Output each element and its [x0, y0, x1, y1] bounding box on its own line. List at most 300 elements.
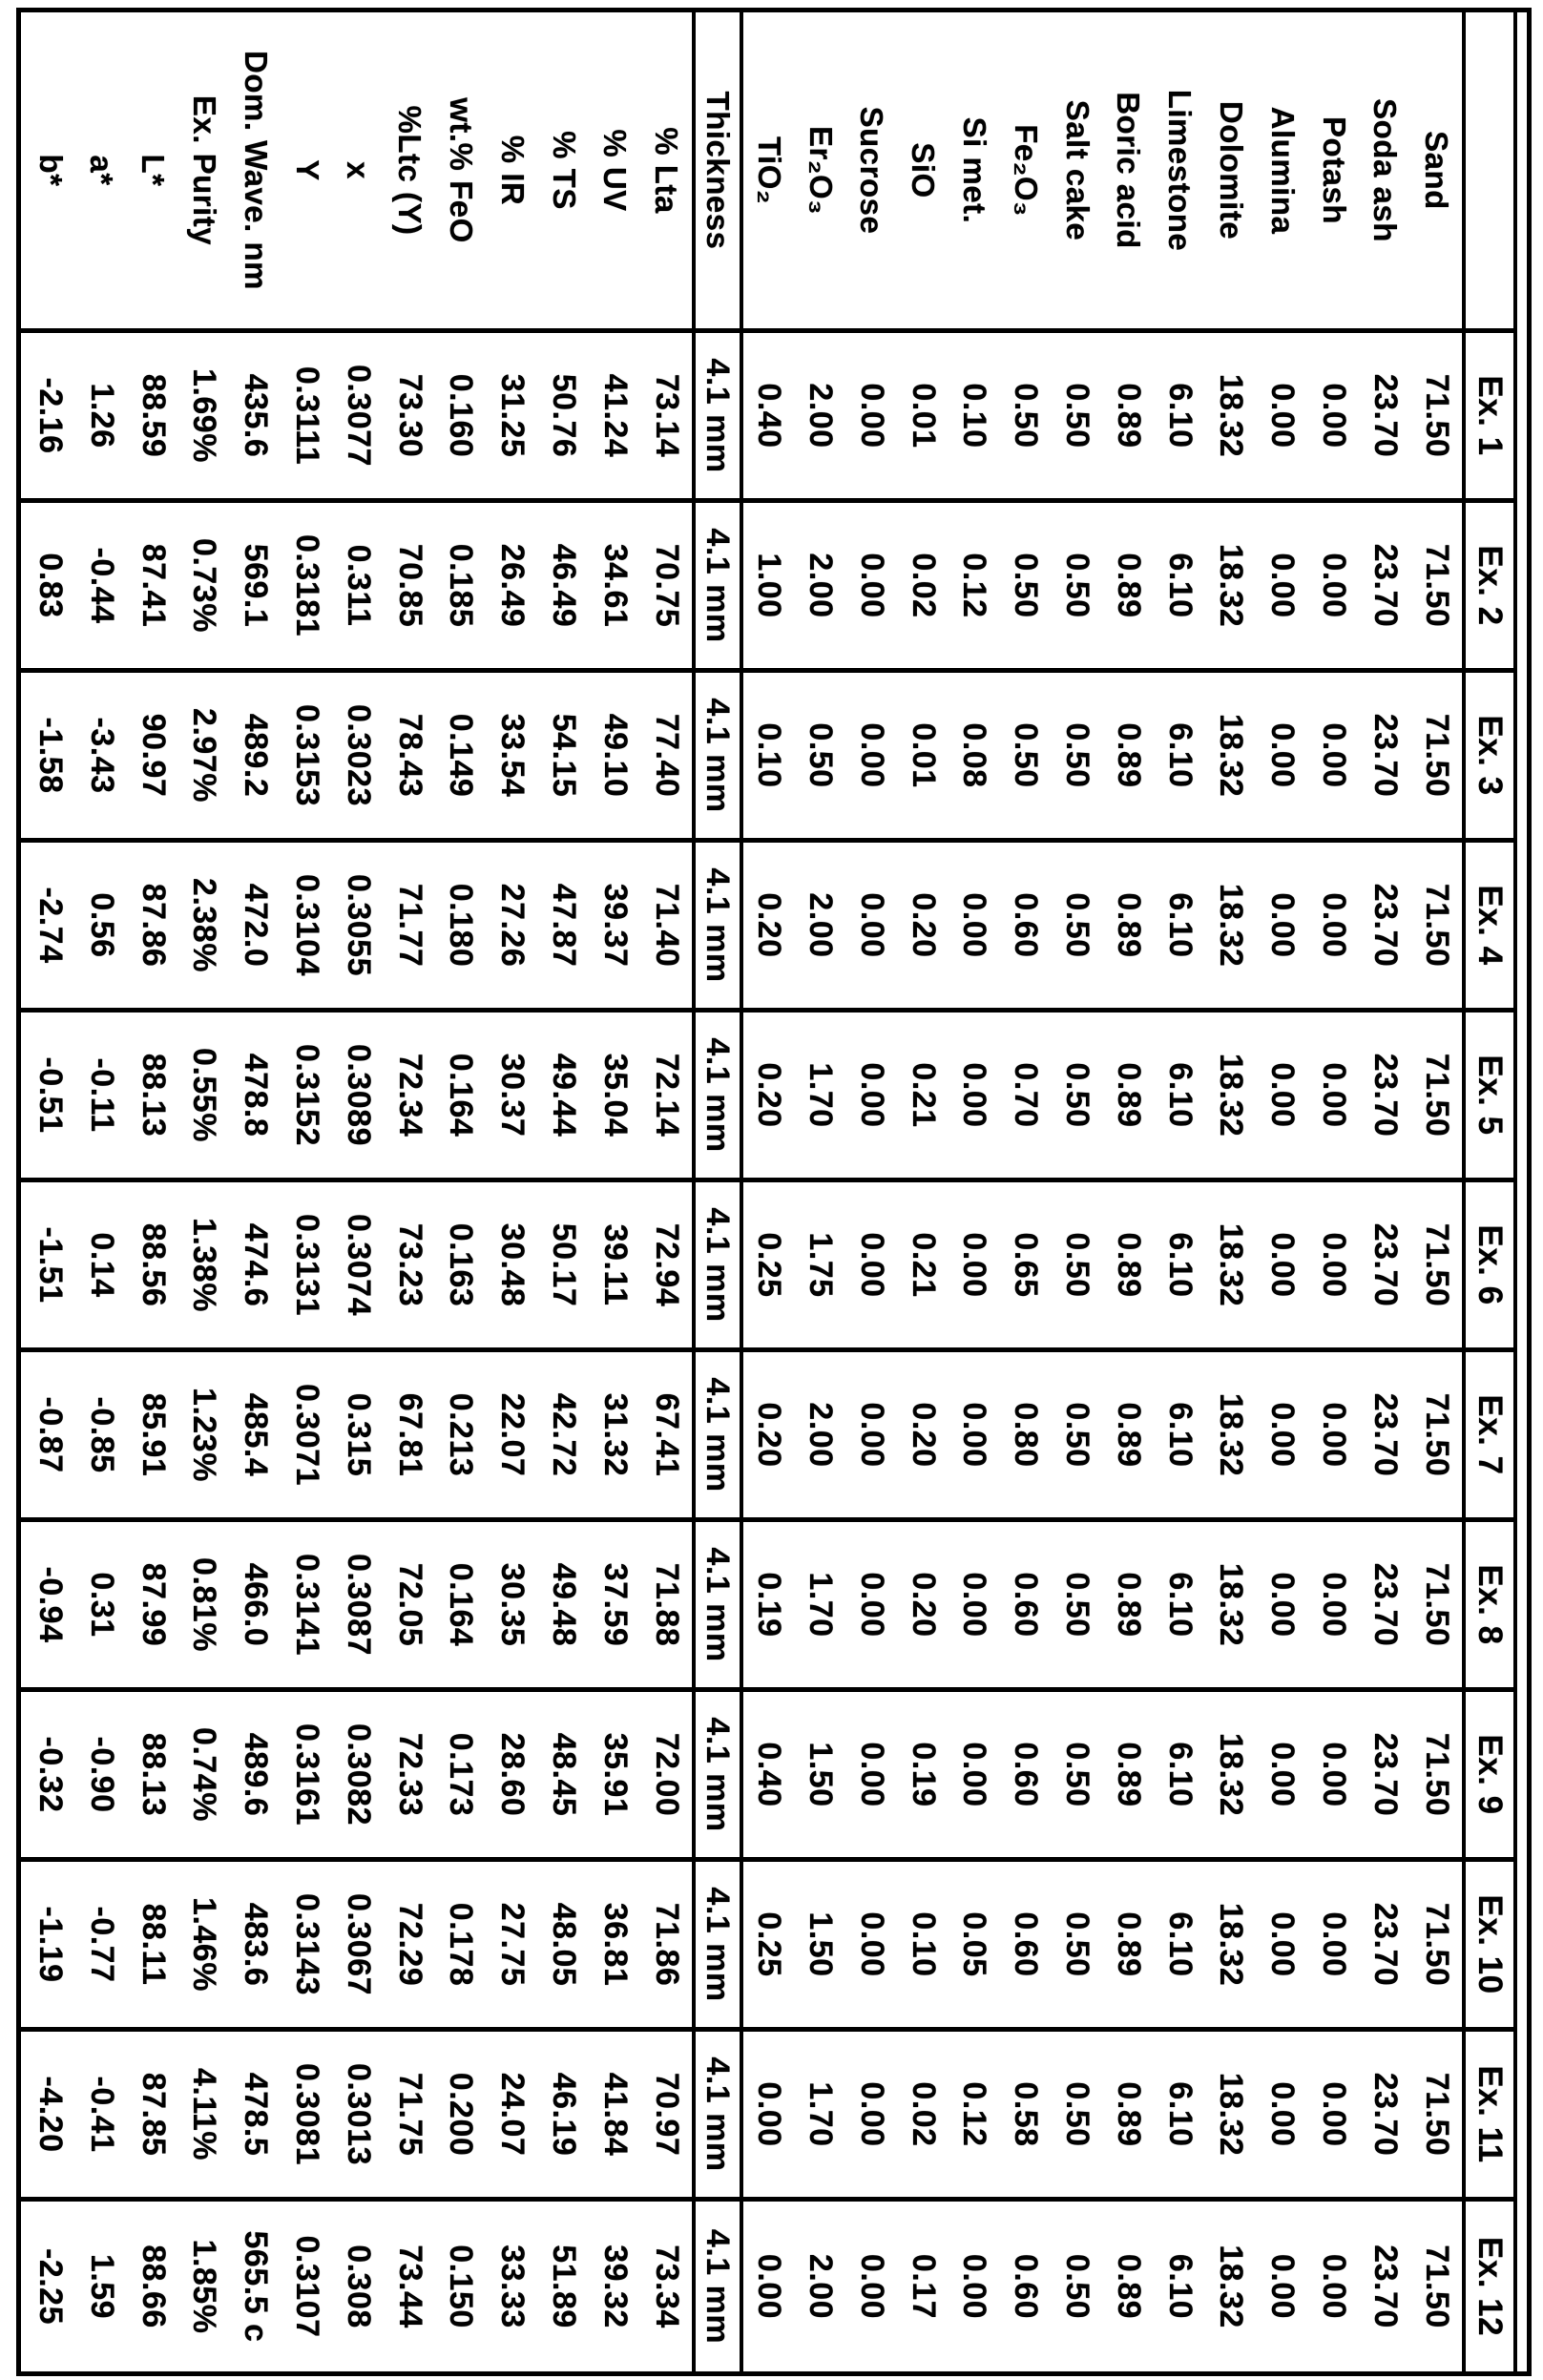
- value-cell: 0.89: [1110, 383, 1147, 449]
- value-cell: 0.60: [1008, 892, 1045, 958]
- value-cell: -0.77: [83, 1906, 120, 1983]
- value-cell: 0.00: [1264, 722, 1302, 788]
- value-cell: 0.55%: [186, 1048, 223, 1142]
- row-label-column: [21, 12, 1517, 333]
- value-cell: 0.17: [905, 2253, 942, 2320]
- value-cell: 0.149: [443, 713, 480, 798]
- value-cell: 23.70: [1366, 543, 1404, 628]
- value-cell: 23.70: [1366, 713, 1404, 798]
- value-cell: 4.1 mm: [692, 503, 743, 668]
- row-label: TiO₂: [751, 136, 787, 205]
- value-cell: 6.10: [1161, 1402, 1199, 1468]
- row-label: % TS: [546, 131, 582, 210]
- value-cell: 73.34: [648, 2244, 685, 2328]
- value-cell: 0.50: [1059, 383, 1096, 449]
- row-label: Soda ash: [1367, 98, 1404, 242]
- value-cell: 23.70: [1366, 1053, 1404, 1138]
- row-label: Ex. Purity: [186, 94, 222, 246]
- value-cell: 0.3067: [340, 1893, 377, 1995]
- value-cell: 0.50: [1059, 1402, 1096, 1468]
- value-cell: 0.00: [1264, 1232, 1302, 1298]
- row-label: Sand: [1419, 131, 1455, 210]
- value-cell: 4.1 mm: [692, 1862, 743, 2027]
- value-cell: 4.1 mm: [692, 673, 743, 838]
- value-cell: 0.40: [751, 383, 788, 449]
- value-cell: 0.25: [751, 1232, 788, 1298]
- value-cell: 0.173: [443, 1732, 480, 1817]
- value-cell: 0.213: [443, 1392, 480, 1477]
- value-cell: -3.43: [83, 717, 120, 794]
- value-cell: 73.44: [391, 2244, 428, 2328]
- value-cell: 0.00: [1264, 383, 1302, 449]
- value-cell: 1.85%: [186, 2239, 223, 2334]
- value-cell: 0.08: [956, 722, 993, 788]
- value-cell: 0.00: [1316, 1572, 1353, 1638]
- value-cell: 0.02: [905, 2081, 942, 2147]
- row-label: Fe₂O₃: [1008, 124, 1044, 217]
- value-cell: 30.48: [494, 1222, 532, 1307]
- value-cell: 0.315: [340, 1392, 377, 1477]
- value-cell: 0.00: [1264, 2081, 1302, 2147]
- value-cell: 31.25: [494, 373, 532, 458]
- value-cell: 72.33: [391, 1732, 428, 1817]
- value-cell: 0.3153: [289, 704, 326, 806]
- value-cell: 71.50: [1418, 883, 1455, 968]
- value-cell: 2.38%: [186, 878, 223, 972]
- column-header: Ex. 8: [1462, 1522, 1517, 1687]
- value-cell: 0.00: [853, 1402, 890, 1468]
- value-cell: 88.59: [135, 373, 172, 458]
- value-cell: 0.89: [1110, 2253, 1147, 2320]
- row-label: % IR: [494, 135, 531, 206]
- value-cell: 1.00: [751, 553, 788, 618]
- value-cell: 73.30: [391, 373, 428, 458]
- value-cell: 1.75: [803, 1232, 840, 1298]
- value-cell: 90.97: [135, 713, 172, 798]
- value-cell: 0.00: [853, 553, 890, 618]
- value-cell: 0.60: [1008, 1572, 1045, 1638]
- value-cell: 0.3104: [289, 874, 326, 976]
- value-cell: 0.3081: [289, 2063, 326, 2165]
- column-header: Ex. 12: [1462, 2202, 1517, 2371]
- value-cell: 0.00: [1264, 1572, 1302, 1638]
- value-cell: 1.46%: [186, 1897, 223, 1992]
- value-cell: 0.89: [1110, 1402, 1147, 1468]
- value-cell: 4.1 mm: [692, 1182, 743, 1347]
- value-cell: 30.37: [494, 1053, 532, 1138]
- value-cell: 0.00: [1316, 722, 1353, 788]
- value-cell: 88.56: [135, 1222, 172, 1307]
- value-cell: 0.20: [905, 1572, 942, 1638]
- value-cell: 1.26: [83, 383, 120, 449]
- value-cell: 0.00: [1316, 1911, 1353, 1977]
- value-cell: 71.86: [648, 1902, 685, 1987]
- value-cell: 6.10: [1161, 553, 1199, 618]
- value-cell: 71.50: [1418, 1732, 1455, 1817]
- value-cell: 0.3074: [340, 1214, 377, 1316]
- value-cell: 27.75: [494, 1902, 532, 1987]
- value-cell: 0.00: [1316, 553, 1353, 618]
- value-cell: -1.58: [32, 717, 70, 794]
- value-cell: 23.70: [1366, 1222, 1404, 1307]
- value-cell: 0.311: [340, 544, 377, 627]
- value-cell: 0.50: [1059, 1232, 1096, 1298]
- example-column-4: [21, 843, 1517, 1013]
- value-cell: 34.61: [596, 543, 634, 628]
- value-cell: 0.50: [1059, 2081, 1096, 2147]
- row-label: Er₂O₃: [803, 126, 839, 215]
- row-label: L*: [136, 154, 172, 187]
- value-cell: 0.00: [853, 2081, 890, 2147]
- value-cell: 2.00: [803, 2253, 840, 2320]
- example-column-2: [21, 503, 1517, 673]
- row-label: Dom. Wave. nm: [238, 51, 274, 290]
- value-cell: 39.37: [596, 883, 634, 968]
- column-header: Ex. 6: [1462, 1182, 1517, 1347]
- value-cell: 1.69%: [186, 368, 223, 463]
- value-cell: 0.00: [853, 1911, 890, 1977]
- value-cell: 0.65: [1008, 1232, 1045, 1298]
- value-cell: 0.00: [853, 383, 890, 449]
- value-cell: 0.178: [443, 1902, 480, 1987]
- value-cell: 0.00: [956, 1742, 993, 1807]
- value-cell: 71.50: [1418, 1902, 1455, 1987]
- value-cell: 0.3082: [340, 1723, 377, 1826]
- value-cell: 472.0: [238, 883, 275, 968]
- value-cell: 0.00: [853, 2253, 890, 2320]
- value-cell: 0.00: [1264, 1911, 1302, 1977]
- value-cell: 1.59: [83, 2253, 120, 2320]
- value-cell: 0.185: [443, 543, 480, 628]
- value-cell: 4.1 mm: [692, 1013, 743, 1178]
- value-cell: 0.00: [1316, 1062, 1353, 1128]
- value-cell: 71.50: [1418, 1392, 1455, 1477]
- value-cell: 0.3181: [289, 534, 326, 637]
- value-cell: 18.32: [1213, 1392, 1250, 1477]
- value-cell: 1.23%: [186, 1388, 223, 1482]
- value-cell: 18.32: [1213, 1902, 1250, 1987]
- value-cell: 478.8: [238, 1053, 275, 1138]
- value-cell: 0.89: [1110, 553, 1147, 618]
- value-cell: 46.19: [546, 2072, 583, 2157]
- value-cell: 1.38%: [186, 1218, 223, 1312]
- value-cell: 0.10: [956, 383, 993, 449]
- value-cell: 72.29: [391, 1902, 428, 1987]
- value-cell: 4.1 mm: [692, 2032, 743, 2197]
- value-cell: 88.66: [135, 2244, 172, 2328]
- value-cell: -4.20: [32, 2076, 70, 2153]
- value-cell: 0.3055: [340, 874, 377, 976]
- example-column-3: [21, 673, 1517, 843]
- value-cell: 18.32: [1213, 713, 1250, 798]
- value-cell: 0.10: [905, 1911, 942, 1977]
- value-cell: 0.12: [956, 2081, 993, 2147]
- value-cell: 1.50: [803, 1911, 840, 1977]
- value-cell: 0.00: [853, 1572, 890, 1638]
- example-column-1: [21, 333, 1517, 503]
- value-cell: -1.19: [32, 1906, 70, 1983]
- value-cell: 0.10: [751, 722, 788, 788]
- value-cell: 0.19: [751, 1572, 788, 1638]
- value-cell: 489.2: [238, 713, 275, 798]
- example-column-7: [21, 1352, 1517, 1522]
- value-cell: 22.07: [494, 1392, 532, 1477]
- value-cell: 36.81: [596, 1902, 634, 1987]
- value-cell: 0.60: [1008, 1742, 1045, 1807]
- value-cell: 87.85: [135, 2072, 172, 2157]
- value-cell: -2.25: [32, 2248, 70, 2325]
- value-cell: 71.88: [648, 1562, 685, 1647]
- value-cell: 6.10: [1161, 1911, 1199, 1977]
- value-cell: -0.32: [32, 1736, 70, 1813]
- value-cell: 0.89: [1110, 1062, 1147, 1128]
- value-cell: 0.89: [1110, 722, 1147, 788]
- value-cell: 0.50: [1008, 383, 1045, 449]
- value-cell: 6.10: [1161, 1572, 1199, 1638]
- value-cell: 0.00: [1264, 1402, 1302, 1468]
- value-cell: 71.50: [1418, 2072, 1455, 2157]
- value-cell: 71.40: [648, 883, 685, 968]
- value-cell: 0.56: [83, 892, 120, 958]
- value-cell: 23.70: [1366, 1562, 1404, 1647]
- value-cell: 6.10: [1161, 2253, 1199, 2320]
- row-label: % UV: [597, 129, 634, 212]
- value-cell: 0.89: [1110, 1232, 1147, 1298]
- value-cell: 72.05: [391, 1562, 428, 1647]
- value-cell: 0.00: [956, 1572, 993, 1638]
- column-header: Ex. 3: [1462, 673, 1517, 838]
- value-cell: 0.163: [443, 1222, 480, 1307]
- value-cell: -0.44: [83, 547, 120, 624]
- value-cell: 0.3089: [340, 1044, 377, 1146]
- value-cell: 4.1 mm: [692, 333, 743, 498]
- value-cell: 0.05: [956, 1911, 993, 1977]
- value-cell: 72.00: [648, 1732, 685, 1817]
- row-label: % Lta: [649, 127, 685, 214]
- example-column-6: [21, 1182, 1517, 1352]
- row-label: Thickness: [692, 12, 743, 328]
- value-cell: 0.00: [751, 2253, 788, 2320]
- value-cell: 78.43: [391, 713, 428, 798]
- example-column-10: [21, 1862, 1517, 2032]
- value-cell: 0.19: [905, 1742, 942, 1807]
- value-cell: 0.00: [956, 1402, 993, 1468]
- value-cell: 0.3152: [289, 1044, 326, 1146]
- value-cell: 18.32: [1213, 2072, 1250, 2157]
- value-cell: 50.17: [546, 1222, 583, 1307]
- value-cell: -0.94: [32, 1566, 70, 1643]
- value-cell: 0.81%: [186, 1557, 223, 1652]
- value-cell: 73.14: [648, 373, 685, 458]
- value-cell: 0.50: [1008, 722, 1045, 788]
- value-cell: 24.07: [494, 2072, 532, 2157]
- row-label: Sucrose: [854, 106, 890, 235]
- value-cell: 87.41: [135, 543, 172, 628]
- value-cell: 72.34: [391, 1053, 428, 1138]
- value-cell: 0.20: [905, 892, 942, 958]
- value-cell: 0.00: [1316, 2081, 1353, 2147]
- value-cell: 71.75: [391, 2072, 428, 2157]
- value-cell: 478.5: [238, 2072, 275, 2157]
- value-cell: 0.89: [1110, 1572, 1147, 1638]
- value-cell: 70.85: [391, 543, 428, 628]
- value-cell: 18.32: [1213, 543, 1250, 628]
- value-cell: 6.10: [1161, 1062, 1199, 1128]
- value-cell: 2.00: [803, 383, 840, 449]
- value-cell: 0.20: [905, 1402, 942, 1468]
- value-cell: 466.0: [238, 1562, 275, 1647]
- value-cell: 6.10: [1161, 722, 1199, 788]
- example-column-9: [21, 1692, 1517, 1862]
- corner-cell: [1462, 12, 1517, 328]
- value-cell: -1.51: [32, 1226, 70, 1304]
- column-header: Ex. 2: [1462, 503, 1517, 668]
- value-cell: 23.70: [1366, 1392, 1404, 1477]
- value-cell: 0.00: [1316, 2253, 1353, 2320]
- value-cell: 70.97: [648, 2072, 685, 2157]
- value-cell: 18.32: [1213, 1562, 1250, 1647]
- value-cell: 18.32: [1213, 1732, 1250, 1817]
- value-cell: 0.70: [1008, 1062, 1045, 1128]
- value-cell: 0.60: [1008, 1911, 1045, 1977]
- value-cell: 0.00: [1264, 1062, 1302, 1128]
- value-cell: 4.1 mm: [692, 1692, 743, 1857]
- value-cell: 0.00: [1316, 1232, 1353, 1298]
- value-cell: 483.6: [238, 1902, 275, 1987]
- value-cell: 27.26: [494, 883, 532, 968]
- value-cell: 0.3013: [340, 2063, 377, 2165]
- value-cell: 41.24: [596, 373, 634, 458]
- value-cell: 0.00: [956, 2253, 993, 2320]
- composition-table: [16, 8, 1532, 2376]
- example-column-12: [21, 2202, 1517, 2371]
- value-cell: 0.80: [1008, 1402, 1045, 1468]
- value-cell: 0.89: [1110, 1742, 1147, 1807]
- value-cell: 4.1 mm: [692, 843, 743, 1008]
- row-label: SiO: [906, 142, 942, 198]
- column-header: Ex. 7: [1462, 1352, 1517, 1517]
- value-cell: 2.00: [803, 892, 840, 958]
- value-cell: 1.70: [803, 2081, 840, 2147]
- value-cell: 435.6: [238, 373, 275, 458]
- row-label: Y: [289, 159, 325, 181]
- value-cell: 474.6: [238, 1222, 275, 1307]
- value-cell: 18.32: [1213, 883, 1250, 968]
- row-label: Limestone: [1162, 89, 1199, 252]
- value-cell: 0.21: [905, 1232, 942, 1298]
- value-cell: 0.20: [751, 1062, 788, 1128]
- value-cell: 41.84: [596, 2072, 634, 2157]
- value-cell: 0.50: [1059, 1572, 1096, 1638]
- value-cell: 26.49: [494, 543, 532, 628]
- row-label: Salt cake: [1059, 99, 1095, 241]
- value-cell: 0.00: [1264, 2253, 1302, 2320]
- row-label: a*: [84, 155, 120, 186]
- value-cell: 49.48: [546, 1562, 583, 1647]
- value-cell: 0.89: [1110, 1911, 1147, 1977]
- value-cell: 46.49: [546, 543, 583, 628]
- value-cell: 0.3071: [289, 1384, 326, 1486]
- value-cell: 49.10: [596, 713, 634, 798]
- value-cell: 0.00: [1316, 383, 1353, 449]
- value-cell: 0.3087: [340, 1554, 377, 1656]
- value-cell: 33.54: [494, 713, 532, 798]
- value-cell: 0.31: [83, 1572, 120, 1638]
- value-cell: -0.41: [83, 2076, 120, 2153]
- value-cell: 71.50: [1418, 1053, 1455, 1138]
- value-cell: 0.3107: [289, 2235, 326, 2338]
- value-cell: 0.50: [1059, 2253, 1096, 2320]
- value-cell: 2.97%: [186, 708, 223, 803]
- value-cell: 70.75: [648, 543, 685, 628]
- value-cell: 569.1: [238, 543, 275, 628]
- column-header: Ex. 11: [1462, 2032, 1517, 2197]
- value-cell: 0.89: [1110, 892, 1147, 958]
- value-cell: 0.00: [1264, 553, 1302, 618]
- row-label: x: [341, 161, 377, 179]
- value-cell: 71.50: [1418, 713, 1455, 798]
- value-cell: 6.10: [1161, 1742, 1199, 1807]
- value-cell: 4.1 mm: [692, 1352, 743, 1517]
- value-cell: 23.70: [1366, 1732, 1404, 1817]
- value-cell: 0.00: [956, 892, 993, 958]
- value-cell: 2.00: [803, 553, 840, 618]
- value-cell: 0.01: [905, 383, 942, 449]
- value-cell: 0.73%: [186, 538, 223, 633]
- value-cell: 18.32: [1213, 1053, 1250, 1138]
- value-cell: 0.00: [956, 1232, 993, 1298]
- value-cell: 0.3131: [289, 1214, 326, 1316]
- row-label: b*: [32, 154, 69, 187]
- value-cell: 50.76: [546, 373, 583, 458]
- value-cell: 1.70: [803, 1572, 840, 1638]
- value-cell: 0.50: [803, 722, 840, 788]
- value-cell: 0.200: [443, 2072, 480, 2157]
- value-cell: 0.60: [1008, 2253, 1045, 2320]
- value-cell: -0.87: [32, 1396, 70, 1473]
- value-cell: 6.10: [1161, 2081, 1199, 2147]
- value-cell: 47.87: [546, 883, 583, 968]
- value-cell: 39.32: [596, 2244, 634, 2328]
- column-header: Ex. 10: [1462, 1862, 1517, 2027]
- value-cell: 0.00: [853, 892, 890, 958]
- value-cell: 88.13: [135, 1053, 172, 1138]
- value-cell: 0.150: [443, 2244, 480, 2328]
- row-label: Dolomite: [1213, 100, 1249, 240]
- value-cell: 71.50: [1418, 373, 1455, 458]
- value-cell: 48.45: [546, 1732, 583, 1817]
- value-cell: 33.33: [494, 2244, 532, 2328]
- value-cell: 0.14: [83, 1232, 120, 1298]
- value-cell: 85.91: [135, 1392, 172, 1477]
- value-cell: -0.90: [83, 1736, 120, 1813]
- value-cell: 23.70: [1366, 883, 1404, 968]
- value-cell: 0.00: [1316, 1402, 1353, 1468]
- value-cell: 37.59: [596, 1562, 634, 1647]
- value-cell: 0.50: [1059, 553, 1096, 618]
- value-cell: 71.77: [391, 883, 428, 968]
- example-column-8: [21, 1522, 1517, 1692]
- value-cell: 0.308: [340, 2244, 377, 2328]
- value-cell: 54.15: [546, 713, 583, 798]
- value-cell: 88.11: [135, 1903, 172, 1986]
- value-cell: 0.00: [853, 722, 890, 788]
- value-cell: 0.164: [443, 1053, 480, 1138]
- value-cell: -0.11: [83, 1057, 120, 1133]
- value-cell: 565.5 c: [238, 2230, 275, 2343]
- value-cell: 485.4: [238, 1392, 275, 1477]
- value-cell: 72.14: [648, 1053, 685, 1138]
